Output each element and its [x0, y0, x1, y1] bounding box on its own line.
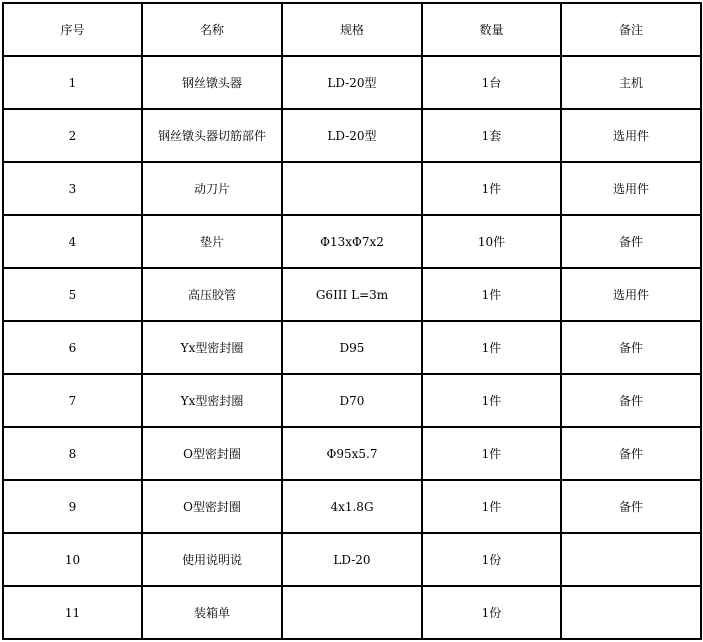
- cell-index: 8: [3, 427, 142, 480]
- cell-index: 11: [3, 586, 142, 639]
- cell-index: 4: [3, 215, 142, 268]
- cell-remark: 备件: [561, 321, 701, 374]
- cell-name: 动刀片: [142, 162, 282, 215]
- cell-spec: [282, 586, 422, 639]
- cell-remark: 备件: [561, 215, 701, 268]
- header-cell-remark: 备注: [561, 3, 701, 56]
- cell-remark: [561, 586, 701, 639]
- cell-quantity: 1套: [422, 109, 561, 162]
- cell-spec: LD-20型: [282, 56, 422, 109]
- cell-spec: LD-20: [282, 533, 422, 586]
- table-row: [3, 586, 701, 639]
- cell-quantity: 1件: [422, 162, 561, 215]
- cell-remark: 选用件: [561, 268, 701, 321]
- cell-quantity: 1件: [422, 321, 561, 374]
- cell-remark: 选用件: [561, 162, 701, 215]
- table-row: [3, 162, 701, 215]
- cell-remark: 备件: [561, 480, 701, 533]
- cell-name: Yx型密封圈: [142, 374, 282, 427]
- cell-quantity: 1件: [422, 480, 561, 533]
- cell-name: 钢丝镦头器切筋部件: [142, 109, 282, 162]
- table-row: [3, 321, 701, 374]
- cell-name: O型密封圈: [142, 480, 282, 533]
- cell-index: 2: [3, 109, 142, 162]
- cell-index: 10: [3, 533, 142, 586]
- cell-index: 7: [3, 374, 142, 427]
- cell-quantity: 1件: [422, 374, 561, 427]
- cell-quantity: 10件: [422, 215, 561, 268]
- cell-spec: 4x1.8G: [282, 480, 422, 533]
- cell-spec: [282, 162, 422, 215]
- cell-quantity: 1件: [422, 427, 561, 480]
- cell-spec: G6III L=3m: [282, 268, 422, 321]
- cell-quantity: 1份: [422, 533, 561, 586]
- cell-index: 3: [3, 162, 142, 215]
- cell-name: 垫片: [142, 215, 282, 268]
- cell-remark: 主机: [561, 56, 701, 109]
- cell-remark: 备件: [561, 374, 701, 427]
- cell-name: 装箱单: [142, 586, 282, 639]
- cell-index: 1: [3, 56, 142, 109]
- table-row: [3, 533, 701, 586]
- table-row: [3, 427, 701, 480]
- cell-spec: Φ95x5.7: [282, 427, 422, 480]
- cell-name: Yx型密封圈: [142, 321, 282, 374]
- cell-name: 使用说明说: [142, 533, 282, 586]
- cell-quantity: 1台: [422, 56, 561, 109]
- parts-list-table: [2, 2, 702, 640]
- cell-spec: D70: [282, 374, 422, 427]
- table-row: [3, 480, 701, 533]
- header-row: [3, 3, 701, 56]
- table-row: [3, 56, 701, 109]
- table-row: [3, 374, 701, 427]
- cell-index: 9: [3, 480, 142, 533]
- table-body: [3, 3, 701, 639]
- cell-quantity: 1份: [422, 586, 561, 639]
- cell-spec: D95: [282, 321, 422, 374]
- cell-name: 钢丝镦头器: [142, 56, 282, 109]
- cell-spec: LD-20型: [282, 109, 422, 162]
- header-cell-spec: 规格: [282, 3, 422, 56]
- header-cell-name: 名称: [142, 3, 282, 56]
- cell-quantity: 1件: [422, 268, 561, 321]
- cell-spec: Φ13xΦ7x2: [282, 215, 422, 268]
- header-cell-index: 序号: [3, 3, 142, 56]
- cell-name: 高压胶管: [142, 268, 282, 321]
- cell-remark: [561, 533, 701, 586]
- header-cell-quantity: 数量: [422, 3, 561, 56]
- table-row: [3, 109, 701, 162]
- cell-name: O型密封圈: [142, 427, 282, 480]
- cell-index: 6: [3, 321, 142, 374]
- cell-index: 5: [3, 268, 142, 321]
- table-row: [3, 268, 701, 321]
- table-row: [3, 215, 701, 268]
- cell-remark: 选用件: [561, 109, 701, 162]
- cell-remark: 备件: [561, 427, 701, 480]
